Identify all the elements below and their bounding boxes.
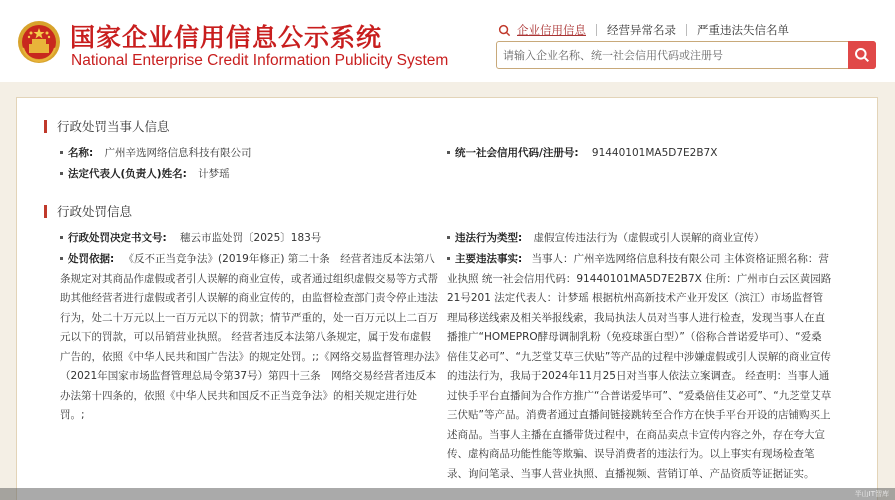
watermark: 半山IT智库 <box>854 490 889 498</box>
site-title-cn: 国家企业信用信息公示系统 <box>70 23 383 52</box>
code-value: 91440101MA5D7E2B7X <box>591 147 718 159</box>
bullet <box>447 257 450 260</box>
basis-label: 处罚依据: <box>68 253 115 265</box>
type-value: 虚假宣传违法行为（虚假或引人误解的商业宣传） <box>533 232 765 244</box>
section-marker <box>44 205 47 218</box>
bullet <box>60 172 63 175</box>
nav-abnormal-list[interactable]: 经营异常名录 <box>596 24 686 36</box>
bullet <box>60 257 63 260</box>
penalty-facts-row <box>447 250 832 484</box>
party-name-row <box>60 144 252 164</box>
site-header <box>0 0 895 82</box>
nav-enterprise-credit[interactable]: 企业信用信息 <box>517 23 586 37</box>
penalty-doc-row <box>60 229 321 249</box>
basis-value: 《反不正当竞争法》(2019年修正) 第二十条 经营者违反本法第八条规定对其商品作虚假或者引人误解的商业宣传，或者通过组织虚假交易等方式帮助其他经营者进行虚假或者引人误解的商业宣传的，由监督检查部门责令停止违法行为，处二十万元以上一百万元以下的罚款；情节严重的，处一百万元以上二百万元以下的罚款，可以吊销营业执照。 经营者违反本法第八条规定，属于发布虚假广告的，依照《中华人民共和国广告法》的规定处罚。;;《网络交易监督管理办法》（2021年国家市场监督管理总局令第37号）第四十三条 网络交易经营者违反本办法第十四条的，依照《中华人民共和国反不正当竞争法》的相关规定进行处罚。; <box>60 253 440 421</box>
top-nav <box>498 22 799 38</box>
penalty-section-title-text: 行政处罚信息 <box>57 204 133 219</box>
party-code-row <box>447 144 717 164</box>
bullet <box>60 236 63 239</box>
nav-serious-violation-list[interactable]: 严重违法失信名单 <box>686 24 799 36</box>
bullet <box>447 236 450 239</box>
search-input[interactable] <box>497 42 847 68</box>
penalty-type-row <box>447 229 765 249</box>
party-rep-row <box>60 165 230 185</box>
name-label: 名称: <box>68 147 94 159</box>
bullet <box>447 151 450 154</box>
search-button[interactable] <box>848 41 876 69</box>
code-label: 统一社会信用代码/注册号: <box>455 147 579 159</box>
type-label: 违法行为类型: <box>455 232 523 244</box>
party-section-title <box>44 117 170 135</box>
search-icon <box>498 24 511 37</box>
site-title-en: National Enterprise Credit Information Publicity System <box>71 52 449 69</box>
search-box <box>496 41 876 69</box>
doc-label: 行政处罚决定书文号: <box>68 232 167 244</box>
search-icon <box>854 47 870 63</box>
national-emblem-icon <box>17 20 61 64</box>
bottom-overlay-bar <box>0 488 895 500</box>
section-marker <box>44 120 47 133</box>
penalty-basis-row <box>60 250 440 426</box>
bullet <box>60 151 63 154</box>
facts-value: 当事人：广州辛选网络信息科技有限公司 主体资格证照名称：营业执照 统一社会信用代码：91440101MA5D7E2B7X 住所：广州市白云区黄园路21号201 法定代表人：计梦瑶 根据杭州高新技术产业开发区（滨江）市场监督管理局移送线索及相关举报线索，我局执法人员对当事人进行检查，发现当事人在直播推广“HOMEPRO酵母调制乳粉（免疫球蛋白型）”（俗称合普诺爱毕可）、“爱桑倍佳艾必可”、“九芝堂艾草三伏贴”等产品的过程中涉嫌虚假或引人误解的商业宣传的违法行为，我局于2024年11月25日对当事人依法立案调查。 经查明：当事人通过快手平台直播间为合作方推广“合普诺爱毕可”、“爱桑倍佳艾必可”、“九芝堂艾草三伏贴”等产品。消费者通过直播间链接跳转至合作方在快手平台开设的店铺购买上述商品。当事人主播在直播带货过程中，在商品卖点卡宣传内容之外，存在夸大宣传、虚构商品功能性能等欺骗、误导消费者的违法行为。以上事实有现场检查笔录、询问笔录、当事人营业执照、直播视频、营销订单、产品资质等证据证实。 <box>447 253 832 480</box>
party-section-title-text: 行政处罚当事人信息 <box>57 119 170 134</box>
rep-label: 法定代表人(负责人)姓名: <box>68 168 187 180</box>
doc-value: 穗云市监处罚〔2025〕183号 <box>180 232 322 244</box>
rep-value: 计梦瑶 <box>198 168 230 180</box>
penalty-section-title <box>44 202 132 220</box>
name-value: 广州辛选网络信息科技有限公司 <box>104 147 252 159</box>
facts-label: 主要违法事实: <box>455 253 523 265</box>
